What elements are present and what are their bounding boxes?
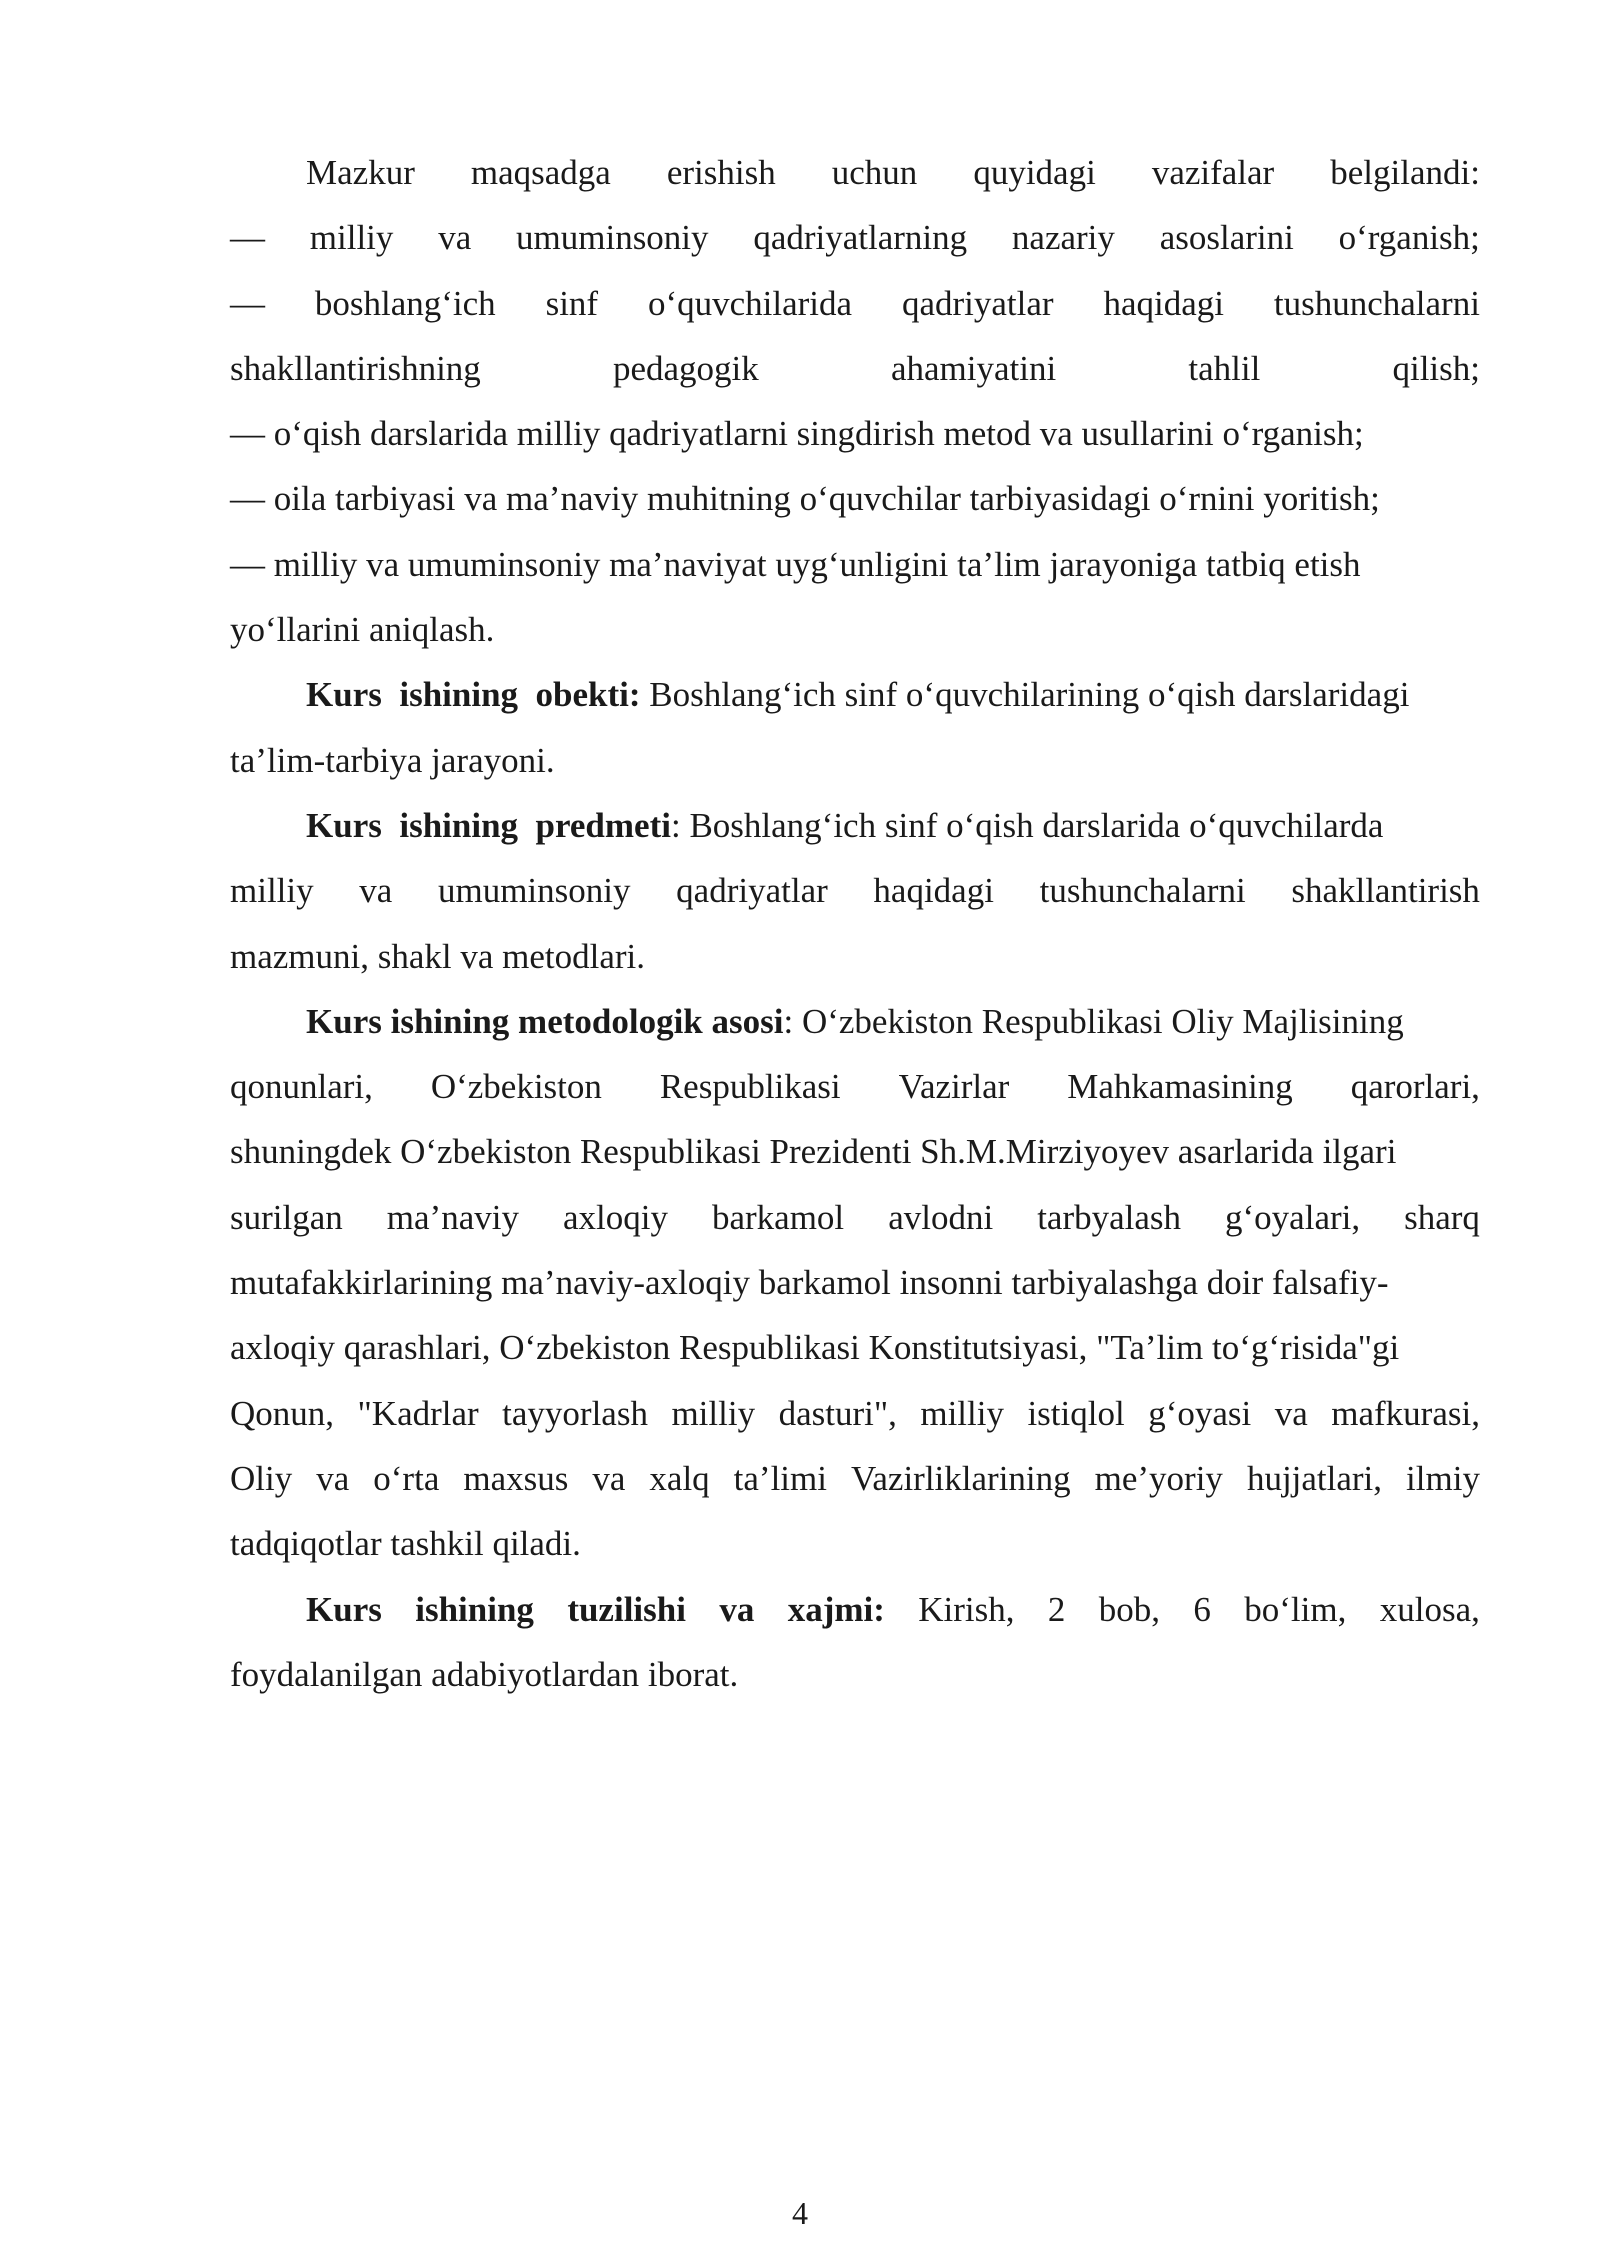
task-word: ahamiyatini — [890, 348, 1057, 388]
tuzilishi-word: bob, — [1098, 1589, 1161, 1629]
metodologik-word: va — [592, 1458, 626, 1498]
task-item-4: — oila tarbiyasi va ma’naviy muhitning o‘quvchilar tarbiyasidagi o‘rnini yoritish; — [230, 479, 1380, 519]
metodologik-word: istiqlol — [1027, 1393, 1125, 1433]
tuzilishi-label-word: xajmi: — [787, 1589, 885, 1629]
metodologik-word: ta’limi — [733, 1458, 827, 1498]
task-word: pedagogik — [612, 348, 759, 388]
task-word: — — [230, 283, 265, 323]
task-item-2 — [230, 271, 1480, 336]
tuzilishi-word: xulosa, — [1379, 1589, 1480, 1629]
metodologik-word: milliy — [671, 1393, 756, 1433]
intro-word: belgilandi: — [1330, 153, 1480, 192]
metodologik-word: tayyorlash — [502, 1393, 648, 1433]
metodologik-word: Vazirliklarining — [850, 1458, 1071, 1498]
intro-word: vazifalar — [1151, 153, 1275, 192]
task-word: o‘quvchilarida — [647, 283, 853, 323]
metodologik-word: Qonun, — [230, 1393, 335, 1433]
metodologik-word: ma’naviy — [386, 1197, 519, 1237]
metodologik-word: tarbyalash — [1037, 1197, 1182, 1237]
metodologik-word: Mahkamasining — [1067, 1067, 1293, 1107]
task-word: umuminsoniy — [516, 218, 709, 258]
predmet-line-3: mazmuni, shakl va metodlari. — [230, 936, 646, 976]
metodologik-word: Vazirlar — [898, 1067, 1010, 1107]
tuzilishi-label-word: Kurs — [306, 1589, 382, 1629]
metodologik-word: avlodni — [888, 1197, 994, 1237]
page-number: 4 — [792, 2195, 808, 2231]
tuzilishi-word: 2 — [1047, 1589, 1066, 1629]
metodologik-line-5: mutafakkirlarining ma’naviy-axloqiy barkamol insonni tarbiyalashga doir falsafiy- — [230, 1263, 1389, 1303]
metodologik-word: qarorlari, — [1350, 1067, 1480, 1107]
obekt-label: Kurs ishining obekti: — [306, 675, 641, 715]
metodologik-word: Oliy — [230, 1458, 293, 1498]
metodologik-word: hujjatlari, — [1246, 1458, 1383, 1498]
metodologik-line-7 — [230, 1381, 1480, 1446]
task-word: va — [438, 218, 472, 258]
predmet-word: va — [359, 871, 393, 911]
tuzilishi-label-word: tuzilishi — [567, 1589, 686, 1629]
document-body — [230, 140, 1480, 1707]
metodologik-word: o‘rta — [373, 1458, 440, 1498]
task-word: tahlil — [1188, 348, 1261, 388]
metodologik-word: va — [316, 1458, 350, 1498]
intro-word: quyidagi — [973, 153, 1096, 192]
intro-word: uchun — [831, 153, 918, 192]
predmet-paragraph — [230, 793, 1480, 858]
metodologik-line-9: tadqiqotlar tashkil qiladi. — [230, 1524, 581, 1564]
tuzilishi-label-word: va — [719, 1589, 755, 1629]
task-item-3: — o‘qish darslarida milliy qadriyatlarni singdirish metod va usullarini o‘rganish; — [230, 414, 1364, 454]
obekt-text: Boshlang‘ich sinf o‘quvchilarining o‘qish darslaridagi — [640, 675, 1410, 715]
metodologik-word: qonunlari, — [230, 1067, 373, 1107]
metodologik-line-2 — [230, 1054, 1480, 1119]
metodologik-line-6: axloqiy qarashlari, O‘zbekiston Respublikasi Konstitutsiyasi, "Ta’lim to‘g‘risida"gi — [230, 1328, 1400, 1368]
task-item-5: — milliy va umuminsoniy ma’naviyat uyg‘unligini ta’lim jarayoniga tatbiq etish — [230, 544, 1361, 584]
intro-line — [230, 140, 1480, 205]
metodologik-word: g‘oyasi — [1148, 1393, 1252, 1433]
task-word: sinf — [545, 283, 599, 323]
predmet-text: : Boshlang‘ich sinf o‘qish darslarida o‘quvchilarda — [670, 805, 1384, 845]
metodologik-label: Kurs ishining metodologik asosi — [306, 1001, 784, 1041]
predmet-label: Kurs ishining predmeti — [306, 805, 671, 845]
predmet-word: qadriyatlar — [676, 871, 828, 911]
predmet-word: haqidagi — [873, 871, 994, 911]
metodologik-word: xalq — [649, 1458, 710, 1498]
metodologik-word: "Kadrlar — [357, 1393, 479, 1433]
metodologik-line-3: shuningdek O‘zbekiston Respublikasi Prezidenti Sh.M.Mirziyoyev asarlarida ilgari — [230, 1132, 1397, 1172]
metodologik-word: mafkurasi, — [1331, 1393, 1480, 1433]
task-word: — — [230, 218, 265, 258]
predmet-word: milliy — [230, 871, 314, 911]
tuzilishi-word: bo‘lim, — [1244, 1589, 1347, 1629]
tuzilishi-label-word: ishining — [415, 1589, 534, 1629]
task-word: asoslarini — [1159, 218, 1294, 258]
obekt-paragraph — [230, 662, 1480, 727]
task-word: haqidagi — [1103, 283, 1224, 323]
task-item-1 — [230, 205, 1480, 270]
metodologik-word: O‘zbekiston — [430, 1067, 602, 1107]
metodologik-word: maxsus — [463, 1458, 569, 1498]
metodologik-word: ilmiy — [1406, 1458, 1480, 1498]
metodologik-word: axloqiy — [562, 1197, 668, 1237]
intro-word: maqsadga — [470, 153, 611, 192]
predmet-word: umuminsoniy — [437, 871, 631, 911]
task-word: boshlang‘ich — [314, 283, 496, 323]
obekt-continuation: ta’lim-tarbiya jarayoni. — [230, 740, 555, 780]
task-word: qadriyatlar — [901, 283, 1054, 323]
metodologik-word: surilgan — [230, 1197, 343, 1237]
metodologik-word: va — [1274, 1393, 1308, 1433]
predmet-word: tushunchalarni — [1039, 871, 1246, 911]
metodologik-line-8 — [230, 1446, 1480, 1511]
metodologik-word: milliy — [920, 1393, 1004, 1433]
metodologik-word: barkamol — [711, 1197, 845, 1237]
task-item-2-continuation — [230, 336, 1480, 401]
task-word: tushunchalarni — [1273, 283, 1480, 323]
tuzilishi-paragraph — [230, 1577, 1480, 1642]
tuzilishi-word: 6 — [1193, 1589, 1211, 1629]
intro-word: Mazkur — [306, 153, 415, 192]
task-word: milliy — [309, 218, 394, 258]
metodologik-word: Respublikasi — [659, 1067, 841, 1107]
metodologik-word: dasturi", — [778, 1393, 897, 1433]
metodologik-word: g‘oyalari, — [1225, 1197, 1361, 1237]
tuzilishi-word: Kirish, — [918, 1589, 1015, 1629]
task-word: shakllantirishning — [230, 348, 481, 388]
task-word: qilish; — [1392, 348, 1480, 388]
predmet-word: shakllantirish — [1291, 871, 1480, 911]
task-item-5-continuation: yo‘llarini aniqlash. — [230, 610, 495, 650]
metodologik-text: : O‘zbekiston Respublikasi Oliy Majlisining — [783, 1001, 1404, 1041]
predmet-line-2 — [230, 858, 1480, 923]
metodologik-paragraph — [230, 989, 1480, 1054]
metodologik-word: me’yoriy — [1094, 1458, 1223, 1498]
intro-word: erishish — [666, 153, 776, 192]
task-word: qadriyatlarning — [753, 218, 968, 258]
metodologik-line-4 — [230, 1185, 1480, 1250]
tuzilishi-continuation: foydalanilgan adabiyotlardan iborat. — [230, 1654, 739, 1694]
task-word: nazariy — [1011, 218, 1115, 258]
metodologik-word: sharq — [1404, 1197, 1480, 1237]
task-word: o‘rganish; — [1338, 218, 1480, 258]
